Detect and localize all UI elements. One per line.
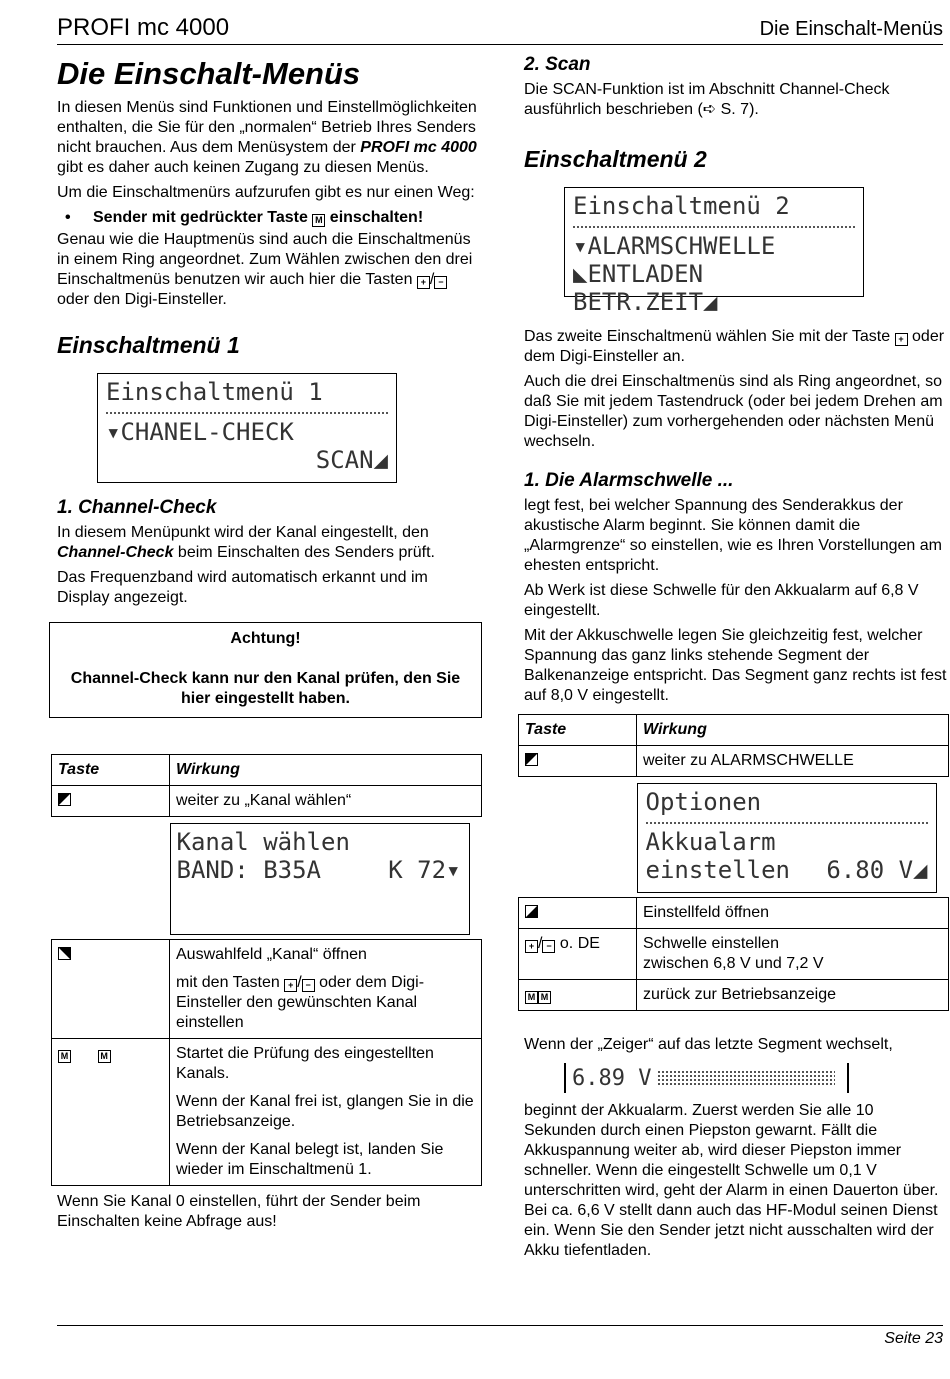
m-key-icon: M xyxy=(538,991,551,1004)
open-key-icon xyxy=(525,905,538,918)
table-row: + / − o. DE Schwelle einstellen zwischen 6,8 V und 7,2 V xyxy=(519,929,949,980)
header-title: PROFI mc 4000 xyxy=(57,14,230,41)
meter-segments xyxy=(657,1070,835,1086)
alarm-paragraph-1: legt fest, bei welcher Spannung des Senderakkus der akustische Alarm beginnt. Sie können damit die „Alarmgrenze“ so einstellen, wie es Ihren Vorstellungen am ehesten entspricht. xyxy=(524,497,942,574)
channel-check-table xyxy=(51,754,482,1186)
table-row: Einstellfeld öffnen xyxy=(519,898,949,929)
page-footer xyxy=(57,1325,943,1347)
product-name: PROFI mc 4000 xyxy=(360,139,477,156)
page-title: Die Einschalt-Menüs xyxy=(57,56,361,91)
m-key-icon: M xyxy=(98,1050,111,1063)
select-key-icon xyxy=(58,947,71,960)
m-key-icon: M xyxy=(312,214,325,227)
table-row xyxy=(52,817,482,940)
table-row: weiter zu „Kanal wählen“ xyxy=(52,786,482,817)
warning-text: Channel-Check kann nur den Kanal prüfen, den Sie hier eingestellt haben. xyxy=(70,670,461,707)
plus-key-icon: + xyxy=(417,276,430,289)
intro-paragraph: In diesen Menüs sind Funktionen und Einstellmöglichkeiten enthalten, die Sie für den „normalen“ Betrieb Ihres Senders nicht brauchen. Aus dem Menüsystem der PROFI mc 4000 gibt es daher auch keinen Zugang zu diesen Menüs. xyxy=(57,99,477,176)
minus-key-icon: − xyxy=(542,940,555,953)
minus-key-icon: − xyxy=(302,979,315,992)
table-row: Auswahlfeld „Kanal“ öffnen mit den Tasten + / − oder dem Digi-Einsteller den gewünschten Kanal einstellen xyxy=(52,940,482,1039)
channel-check-heading: 1. Channel-Check xyxy=(57,497,217,518)
alarm-paragraph-2: Ab Werk ist diese Schwelle für den Akkualarm auf 6,8 V eingestellt. xyxy=(524,582,919,619)
warning-title: Achtung! xyxy=(230,630,301,647)
alarm-table: Taste Wirkung weiter zu ALARMSCHWELLE Optionen Akkualarm einstellen 6.80 V◢ Einstellfeld öffnen + / − o. DE Schwelle einstellen zwischen 6,8 V und 7,2 V M M zurück zur Betriebsanzeige xyxy=(518,714,949,1011)
menu1-heading: Einschaltmenü 1 xyxy=(57,332,240,358)
access-paragraph: Um die Einschaltmenürs aufzurufen gibt es nur einen Weg: xyxy=(57,184,475,201)
lcd-optionen: Optionen Akkualarm einstellen 6.80 V◢ xyxy=(637,783,937,893)
header-section: Die Einschalt-Menüs xyxy=(759,18,943,40)
col-taste: Taste xyxy=(52,755,170,786)
menu2-paragraph: Das zweite Einschaltmenü wählen Sie mit der Taste + oder dem Digi-Einsteller an. xyxy=(524,328,945,365)
warning-box xyxy=(49,622,482,718)
lcd-kanal-waehlen: Kanal wählen BAND: B35A K 72▾ xyxy=(170,823,470,935)
m-key-icon: M xyxy=(58,1050,71,1063)
ring-paragraph: Genau wie die Hauptmenüs sind auch die Einschaltmenüs in einem Ring angeordnet. Zum Wählen zwischen den drei Einschaltmenüs benutzen wir auch hier die Tasten + / − oder den Digi-Einsteller. xyxy=(57,231,473,308)
alarm-paragraph-3: Mit der Akkuschwelle legen Sie gleichzeitig fest, welcher Spannung das ganz links stehende Segment der Balkenanzeige entspricht. Das Segment ganz rechts ist fest auf 8,0 V eingestellt. xyxy=(524,627,947,704)
channel-check-paragraph: In diesem Menüpunkt wird der Kanal eingestellt, den Channel-Check beim Einschalten des Senders prüft. xyxy=(57,524,435,561)
ring-paragraph-2: Auch die drei Einschaltmenüs sind als Ring angeordnet, so daß Sie mit jedem Tastendruck (oder bei jedem Drehen am Digi-Einsteller) zum vorhergehenden oder nächsten Menü wechseln. xyxy=(524,373,943,450)
minus-key-icon: − xyxy=(434,276,447,289)
closing-paragraph: Wenn Sie Kanal 0 einstellen, führt der Sender beim Einschalten keine Abfrage aus! xyxy=(57,1193,421,1230)
page-number: Seite 23 xyxy=(884,1330,943,1347)
lcd-menu1: Einschaltmenü 1 ▾CHANEL-CHECK SCAN◢ xyxy=(97,373,397,483)
right-column xyxy=(524,52,949,1266)
table-row: M M zurück zur Betriebsanzeige xyxy=(519,980,949,1011)
plus-key-icon: + xyxy=(525,940,538,953)
table-row: weiter zu ALARMSCHWELLE xyxy=(519,746,949,777)
plus-key-icon: + xyxy=(284,979,297,992)
scan-paragraph: Die SCAN-Funktion ist im Abschnitt Channel-Check ausführlich beschrieben (➪ S. 7). xyxy=(524,81,890,118)
table-row xyxy=(519,777,949,898)
m-key-icon: M xyxy=(525,991,538,1004)
enter-key-icon xyxy=(58,793,71,806)
lcd-menu2: Einschaltmenü 2 ▾ALARMSCHWELLE ◣ENTLADEN BETR.ZEIT◢ xyxy=(564,187,864,297)
band-paragraph: Das Frequenzband wird automatisch erkannt und im Display angezeigt. xyxy=(57,569,428,606)
alarm-heading: 1. Die Alarmschwelle ... xyxy=(524,470,734,491)
scan-heading: 2. Scan xyxy=(524,54,591,75)
meter-value: 6.89 V xyxy=(572,1065,652,1091)
table-row: M M Startet die Prüfung des eingestellten Kanals. Wenn der Kanal frei ist, glangen Sie in die Betriebsanzeige. Wenn der Kanal belegt ist, landen Sie wieder im Einschaltmenü 1. xyxy=(52,1039,482,1186)
menu2-heading: Einschaltmenü 2 xyxy=(524,146,707,172)
enter-key-icon xyxy=(525,753,538,766)
battery-meter xyxy=(564,1063,949,1093)
page-header xyxy=(57,14,943,45)
left-column xyxy=(57,52,482,1237)
plus-key-icon: + xyxy=(895,333,908,346)
alarm-description: beginnt der Akkualarm. Zuerst werden Sie alle 10 Sekunden durch einen Piepston gewarnt. Fällt die Akkuspannung weiter ab, wird dieser Piepston immer schneller. Wenn die eingestellt Schwelle um 0,1 V unterschritten wird, geht der Alarm in einen Dauerton über. Bei ca. 6,6 V stellt dann auch das HF-Modul seinen Dienst ein. Wenn Sie den Sender jetzt nicht ausschalten wird der Akku tiefentladen. xyxy=(524,1102,939,1259)
pointer-paragraph: Wenn der „Zeiger“ auf das letzte Segment wechselt, xyxy=(524,1036,893,1053)
instruction-bullet: • Sender mit gedrückter Taste M einschalten! xyxy=(65,209,424,226)
col-wirkung: Wirkung xyxy=(170,755,482,786)
